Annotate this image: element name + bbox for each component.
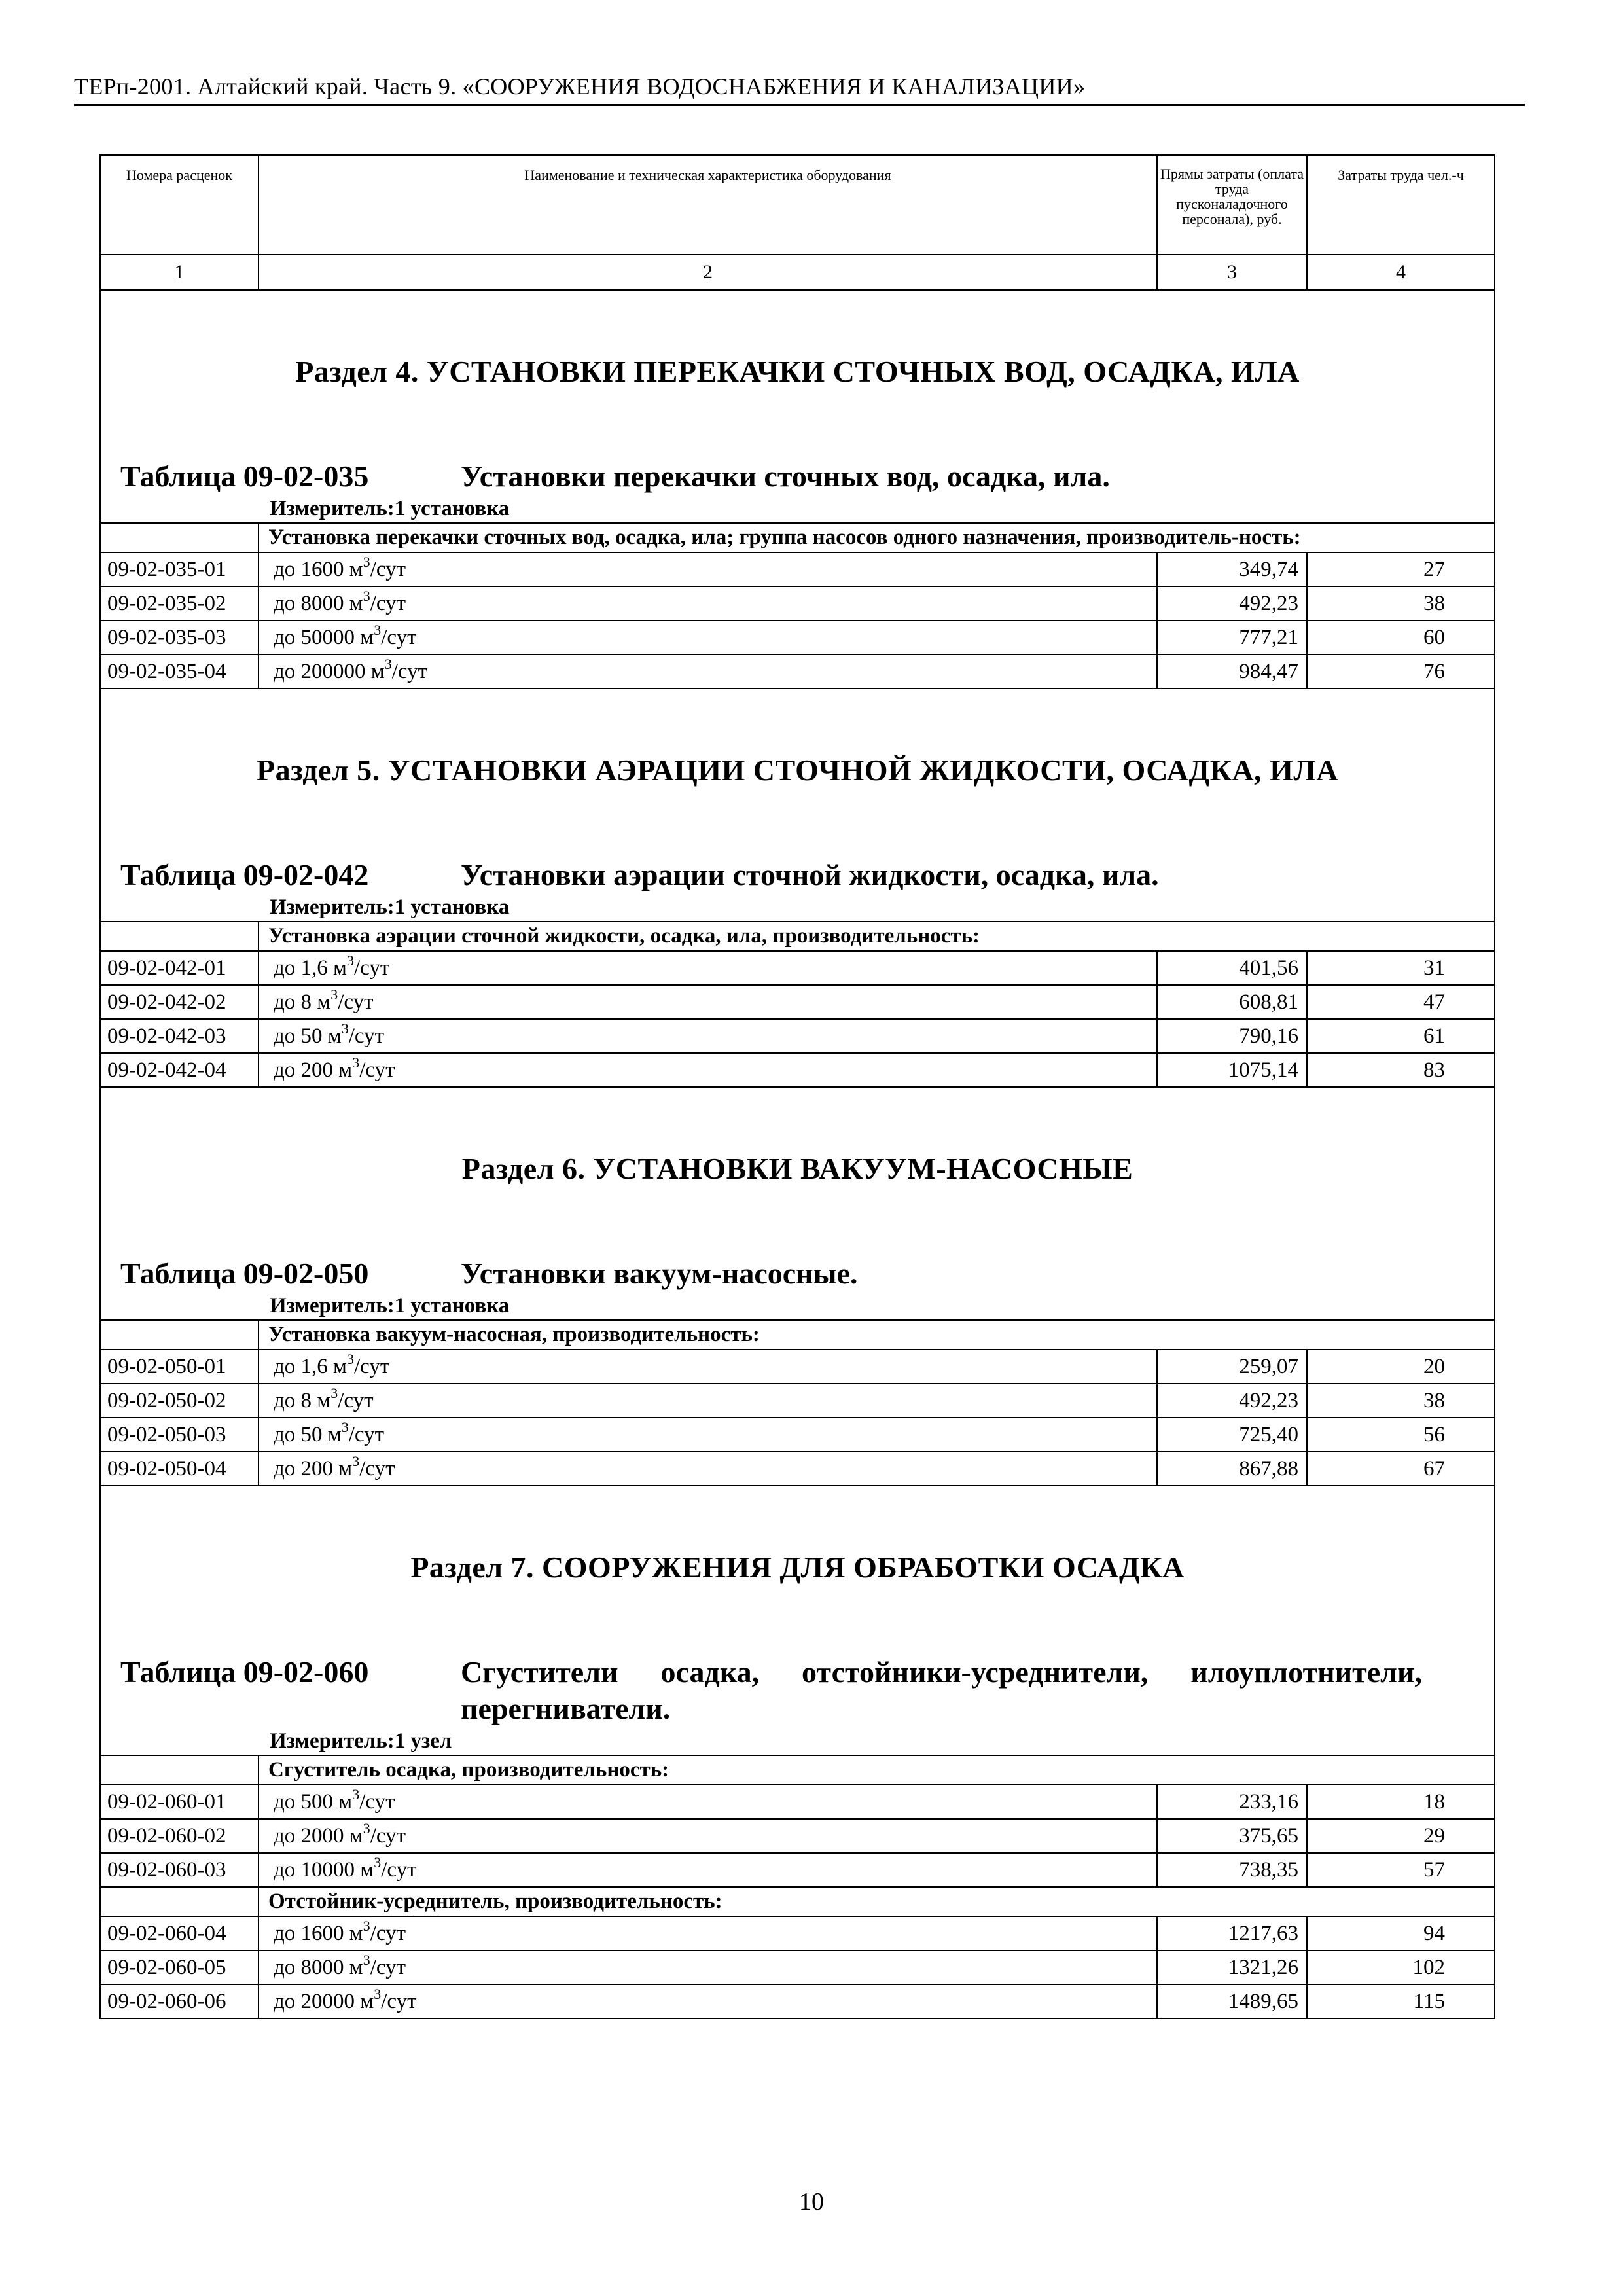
capacity-text: до 50000 м <box>274 626 374 649</box>
rate-description <box>259 552 1157 586</box>
section-title: Раздел 4. УСТАНОВКИ ПЕРЕКАЧКИ СТОЧНЫХ ВОД, ОСАДКА, ИЛА <box>295 355 1300 388</box>
unit-suffix: /сут <box>370 1922 406 1945</box>
table-row <box>100 655 1495 689</box>
unit-suffix: /сут <box>348 1423 384 1446</box>
direct-cost-value: 867,88 <box>1157 1452 1307 1486</box>
cubic-superscript: 3 <box>341 1419 349 1435</box>
column-number-row <box>100 255 1495 290</box>
section-block <box>100 1486 1495 1755</box>
section-block <box>100 290 1495 523</box>
rate-description <box>259 1916 1157 1950</box>
group-label: Установка перекачки сточных вод, осадка, ила; группа насосов одного назначения, производитель-ность: <box>259 523 1495 552</box>
rate-description <box>259 1984 1157 2018</box>
unit-suffix: /сут <box>338 1389 374 1412</box>
table-name: Сгустители осадка, отстойники-усреднители, илоуплотнители, перегниватели. <box>461 1655 1422 1725</box>
group-label: Установка вакуум-насосная, производительность: <box>259 1320 1495 1350</box>
rate-code: 09-02-060-06 <box>100 1984 259 2018</box>
group-label: Сгуститель осадка, производительность: <box>259 1755 1495 1785</box>
rate-description <box>259 586 1157 620</box>
section-title: Раздел 7. СООРУЖЕНИЯ ДЛЯ ОБРАБОТКИ ОСАДКА <box>410 1551 1185 1584</box>
group-row <box>100 523 1495 552</box>
column-number: 4 <box>1307 255 1495 290</box>
unit-suffix: /сут <box>338 990 374 1014</box>
labor-value: 60 <box>1307 620 1495 655</box>
rate-code: 09-02-060-02 <box>100 1819 259 1853</box>
table-row <box>100 552 1495 586</box>
capacity-text: до 8000 м <box>274 1956 363 1979</box>
rate-code: 09-02-042-04 <box>100 1053 259 1087</box>
labor-value: 38 <box>1307 1384 1495 1418</box>
table-row <box>100 1350 1495 1384</box>
table-row <box>100 1950 1495 1984</box>
direct-cost-value: 259,07 <box>1157 1350 1307 1384</box>
column-number: 3 <box>1157 255 1307 290</box>
table-row <box>100 1984 1495 2018</box>
cubic-superscript: 3 <box>363 588 370 604</box>
group-row <box>100 922 1495 951</box>
labor-value: 57 <box>1307 1853 1495 1887</box>
capacity-text: до 200 м <box>274 1457 353 1480</box>
rate-description <box>259 1785 1157 1819</box>
cubic-superscript: 3 <box>374 622 382 638</box>
table-meter: Измеритель:1 установка <box>270 497 510 520</box>
rate-code: 09-02-060-03 <box>100 1853 259 1887</box>
cubic-superscript: 3 <box>341 1020 349 1037</box>
direct-cost-value: 738,35 <box>1157 1853 1307 1887</box>
cubic-superscript: 3 <box>352 1786 360 1803</box>
direct-cost-value: 1075,14 <box>1157 1053 1307 1087</box>
labor-value: 56 <box>1307 1418 1495 1452</box>
rate-code: 09-02-042-01 <box>100 951 259 985</box>
table-meter: Измеритель:1 установка <box>270 1294 510 1318</box>
section-title: Раздел 5. УСТАНОВКИ АЭРАЦИИ СТОЧНОЙ ЖИДКОСТИ, ОСАДКА, ИЛА <box>257 753 1338 787</box>
header-rule <box>74 104 1525 106</box>
capacity-text: до 50 м <box>274 1024 342 1048</box>
direct-cost-value: 492,23 <box>1157 586 1307 620</box>
section-title: Раздел 6. УСТАНОВКИ ВАКУУМ-НАСОСНЫЕ <box>461 1152 1133 1185</box>
table-title <box>101 458 1494 495</box>
unit-suffix: /сут <box>359 1790 395 1814</box>
column-header-description: Наименование и техническая характеристика оборудования <box>259 155 1157 255</box>
group-label: Установка аэрации сточной жидкости, осадка, ила, производительность: <box>259 922 1495 951</box>
unit-suffix: /сут <box>370 592 406 615</box>
running-header: ТЕРп-2001. Алтайский край. Часть 9. «СООРУЖЕНИЯ ВОДОСНАБЖЕНИЯ И КАНАЛИЗАЦИИ» <box>74 73 1086 99</box>
labor-value: 67 <box>1307 1452 1495 1486</box>
rate-description <box>259 1819 1157 1853</box>
cubic-superscript: 3 <box>363 1918 370 1934</box>
group-empty-cell <box>100 1755 259 1785</box>
cubic-superscript: 3 <box>384 656 392 672</box>
group-label: Отстойник-усреднитель, производительность: <box>259 1887 1495 1916</box>
capacity-text: до 1600 м <box>274 1922 363 1945</box>
rate-code: 09-02-050-01 <box>100 1350 259 1384</box>
unit-suffix: /сут <box>348 1024 384 1048</box>
table-row <box>100 586 1495 620</box>
capacity-text: до 8000 м <box>274 592 363 615</box>
table-title <box>101 1255 1494 1292</box>
section-cell <box>100 1087 1495 1320</box>
capacity-text: до 200000 м <box>274 660 385 683</box>
table-name: Установки вакуум-насосные. <box>461 1257 858 1290</box>
capacity-text: до 8 м <box>274 1389 331 1412</box>
unit-suffix: /сут <box>353 956 390 980</box>
table-row <box>100 951 1495 985</box>
rates-table <box>99 154 1495 2019</box>
cubic-superscript: 3 <box>352 1054 360 1071</box>
table-code: Таблица 09-02-060 <box>120 1655 369 1689</box>
direct-cost-value: 233,16 <box>1157 1785 1307 1819</box>
labor-value: 47 <box>1307 985 1495 1019</box>
cubic-superscript: 3 <box>363 1952 370 1968</box>
unit-suffix: /сут <box>381 1990 417 2013</box>
capacity-text: до 50 м <box>274 1423 342 1446</box>
rate-code: 09-02-035-01 <box>100 552 259 586</box>
direct-cost-value: 777,21 <box>1157 620 1307 655</box>
group-empty-cell <box>100 922 259 951</box>
table-row <box>100 1452 1495 1486</box>
direct-cost-value: 790,16 <box>1157 1019 1307 1053</box>
cubic-superscript: 3 <box>374 1986 382 2002</box>
rate-code: 09-02-060-05 <box>100 1950 259 1984</box>
table-row <box>100 1916 1495 1950</box>
page-number: 10 <box>799 2188 824 2215</box>
capacity-text: до 1,6 м <box>274 956 347 980</box>
table-row <box>100 620 1495 655</box>
column-header-row <box>100 155 1495 255</box>
direct-cost-value: 349,74 <box>1157 552 1307 586</box>
labor-value: 102 <box>1307 1950 1495 1984</box>
rate-description <box>259 1350 1157 1384</box>
labor-value: 27 <box>1307 552 1495 586</box>
cubic-superscript: 3 <box>330 986 338 1003</box>
rate-code: 09-02-050-03 <box>100 1418 259 1452</box>
column-number: 2 <box>259 255 1157 290</box>
rates-table-body <box>100 155 1495 2018</box>
table-row <box>100 1019 1495 1053</box>
rate-description <box>259 1950 1157 1984</box>
group-row <box>100 1887 1495 1916</box>
capacity-text: до 500 м <box>274 1790 353 1814</box>
rate-description <box>259 1452 1157 1486</box>
table-title <box>101 857 1494 893</box>
labor-value: 115 <box>1307 1984 1495 2018</box>
unit-suffix: /сут <box>370 1824 406 1848</box>
labor-value: 18 <box>1307 1785 1495 1819</box>
table-row <box>100 1418 1495 1452</box>
labor-value: 20 <box>1307 1350 1495 1384</box>
group-empty-cell <box>100 1320 259 1350</box>
rate-description <box>259 951 1157 985</box>
table-row <box>100 1785 1495 1819</box>
table-row <box>100 985 1495 1019</box>
rate-description <box>259 985 1157 1019</box>
table-meter: Измеритель:1 установка <box>270 895 510 919</box>
rate-code: 09-02-042-03 <box>100 1019 259 1053</box>
rate-description <box>259 620 1157 655</box>
labor-value: 38 <box>1307 586 1495 620</box>
capacity-text: до 200 м <box>274 1058 353 1082</box>
column-number: 1 <box>100 255 259 290</box>
capacity-text: до 20000 м <box>274 1990 374 2013</box>
capacity-text: до 1600 м <box>274 558 363 581</box>
table-meter: Измеритель:1 узел <box>270 1729 452 1753</box>
direct-cost-value: 1489,65 <box>1157 1984 1307 2018</box>
table-row <box>100 1819 1495 1853</box>
cubic-superscript: 3 <box>330 1385 338 1401</box>
rate-description <box>259 1053 1157 1087</box>
direct-cost-value: 984,47 <box>1157 655 1307 689</box>
table-row <box>100 1853 1495 1887</box>
labor-value: 31 <box>1307 951 1495 985</box>
column-header-direct-costs: Прямы затраты (оплата труда пусконаладочного персонала), руб. <box>1157 155 1307 255</box>
cubic-superscript: 3 <box>363 554 370 570</box>
unit-suffix: /сут <box>370 1956 406 1979</box>
direct-cost-value: 1321,26 <box>1157 1950 1307 1984</box>
table-title <box>101 1654 1494 1727</box>
labor-value: 83 <box>1307 1053 1495 1087</box>
rate-description <box>259 1853 1157 1887</box>
table-code: Таблица 09-02-035 <box>120 459 369 493</box>
rate-description <box>259 1384 1157 1418</box>
rate-code: 09-02-042-02 <box>100 985 259 1019</box>
table-row <box>100 1384 1495 1418</box>
direct-cost-value: 375,65 <box>1157 1819 1307 1853</box>
table-name: Установки аэрации сточной жидкости, осадка, ила. <box>461 858 1159 891</box>
section-cell <box>100 290 1495 523</box>
table-row <box>100 1053 1495 1087</box>
group-empty-cell <box>100 1887 259 1916</box>
rate-code: 09-02-060-01 <box>100 1785 259 1819</box>
group-row <box>100 1320 1495 1350</box>
unit-suffix: /сут <box>370 558 406 581</box>
rate-code: 09-02-060-04 <box>100 1916 259 1950</box>
direct-cost-value: 492,23 <box>1157 1384 1307 1418</box>
unit-suffix: /сут <box>381 1858 417 1882</box>
labor-value: 94 <box>1307 1916 1495 1950</box>
labor-value: 29 <box>1307 1819 1495 1853</box>
table-code: Таблица 09-02-050 <box>120 1257 369 1290</box>
unit-suffix: /сут <box>391 660 427 683</box>
cubic-superscript: 3 <box>346 1351 354 1367</box>
capacity-text: до 8 м <box>274 990 331 1014</box>
labor-value: 61 <box>1307 1019 1495 1053</box>
unit-suffix: /сут <box>359 1058 395 1082</box>
unit-suffix: /сут <box>359 1457 395 1480</box>
direct-cost-value: 401,56 <box>1157 951 1307 985</box>
rate-code: 09-02-035-04 <box>100 655 259 689</box>
rate-description <box>259 1418 1157 1452</box>
cubic-superscript: 3 <box>346 952 354 969</box>
direct-cost-value: 608,81 <box>1157 985 1307 1019</box>
table-code: Таблица 09-02-042 <box>120 858 369 891</box>
labor-value: 76 <box>1307 655 1495 689</box>
capacity-text: до 10000 м <box>274 1858 374 1882</box>
cubic-superscript: 3 <box>363 1820 370 1837</box>
table-name: Установки перекачки сточных вод, осадка, ила. <box>461 459 1110 493</box>
rate-code: 09-02-035-03 <box>100 620 259 655</box>
column-header-labor: Затраты труда чел.-ч <box>1307 155 1495 255</box>
cubic-superscript: 3 <box>352 1453 360 1469</box>
unit-suffix: /сут <box>353 1355 390 1378</box>
column-header-codes: Номера расценок <box>100 155 259 255</box>
capacity-text: до 2000 м <box>274 1824 363 1848</box>
unit-suffix: /сут <box>381 626 417 649</box>
rate-code: 09-02-035-02 <box>100 586 259 620</box>
section-block <box>100 689 1495 922</box>
section-cell <box>100 689 1495 922</box>
group-empty-cell <box>100 523 259 552</box>
rate-code: 09-02-050-04 <box>100 1452 259 1486</box>
direct-cost-value: 725,40 <box>1157 1418 1307 1452</box>
cubic-superscript: 3 <box>374 1854 382 1871</box>
rate-description <box>259 1019 1157 1053</box>
capacity-text: до 1,6 м <box>274 1355 347 1378</box>
direct-cost-value: 1217,63 <box>1157 1916 1307 1950</box>
section-cell <box>100 1486 1495 1755</box>
rate-description <box>259 655 1157 689</box>
section-block <box>100 1087 1495 1320</box>
rate-code: 09-02-050-02 <box>100 1384 259 1418</box>
group-row <box>100 1755 1495 1785</box>
